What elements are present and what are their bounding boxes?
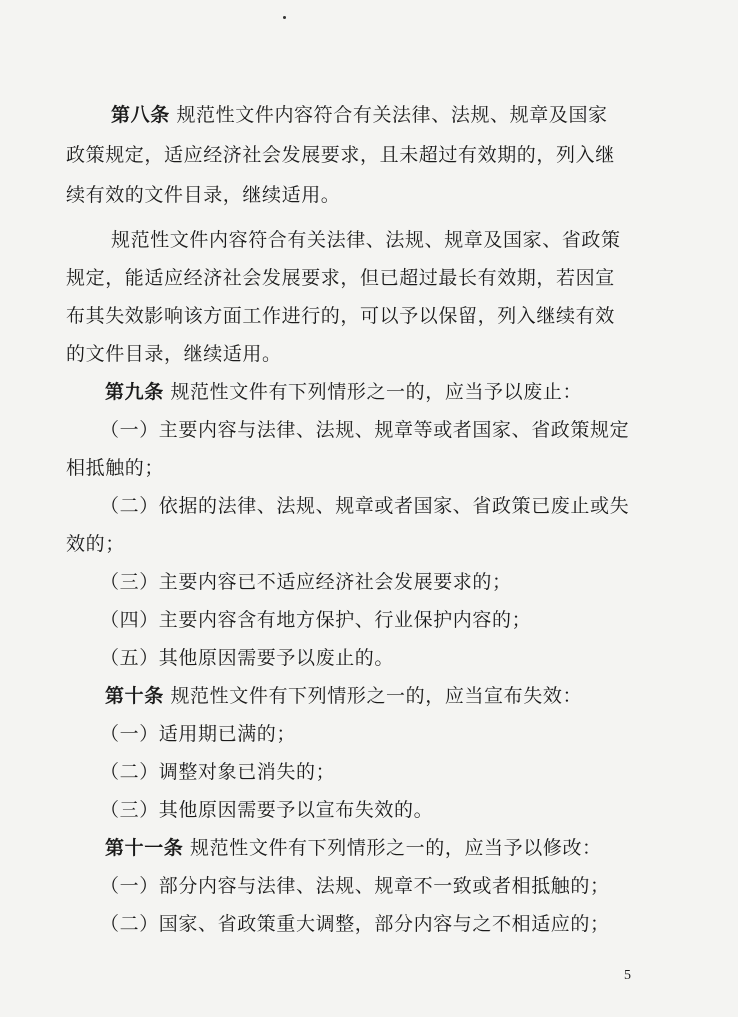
article-10-item-2: （二）调整对象已消失的； <box>100 761 336 783</box>
article-9-line-1 <box>105 380 582 404</box>
scan-speck <box>283 16 286 19</box>
article-10-text-1: 规范性文件有下列情形之一的，应当宣布失效： <box>163 685 583 707</box>
article-9-text-1: 规范性文件有下列情形之一的，应当予以废止： <box>163 381 583 403</box>
retention-line-1: 规范性文件内容符合有关法律、法规、规章及国家、省政策 <box>111 229 621 251</box>
article-9-item-2: （二）依据的法律、法规、规章或者国家、省政策已废止或失 <box>100 495 630 517</box>
article-10-heading: 第十条 <box>105 685 164 707</box>
retention-line-2: 规定，能适应经济社会发展要求，但已超过最长有效期，若因宣 <box>66 267 615 289</box>
article-11-item-1: （一）部分内容与法律、法规、规章不一致或者相抵触的； <box>100 875 610 897</box>
article-8-line-3: 续有效的文件目录，继续适用。 <box>66 184 341 206</box>
article-9-item-2-cont: 效的； <box>66 533 125 555</box>
retention-line-4: 的文件目录，继续适用。 <box>66 343 282 365</box>
article-11-heading: 第十一条 <box>105 837 184 859</box>
article-10-line-1 <box>105 684 582 708</box>
article-10-item-1: （一）适用期已满的； <box>100 723 297 745</box>
article-9-item-3: （三）主要内容已不适应经济社会发展要求的； <box>100 571 512 593</box>
article-11-line-1 <box>105 836 602 860</box>
article-11-text-1: 规范性文件有下列情形之一的，应当予以修改： <box>183 837 602 859</box>
article-8-line-2: 政策规定，适应经济社会发展要求，且未超过有效期的，列入继 <box>66 144 615 166</box>
article-8-text-1: 规范性文件内容符合有关法律、法规、规章及国家 <box>169 104 608 126</box>
article-11-item-2: （二）国家、省政策重大调整，部分内容与之不相适应的； <box>100 913 610 935</box>
article-8-line-1 <box>111 103 608 127</box>
article-9-item-5: （五）其他原因需要予以废止的。 <box>100 647 395 669</box>
article-8-heading: 第八条 <box>111 104 170 126</box>
article-9-item-4: （四）主要内容含有地方保护、行业保护内容的； <box>100 609 532 631</box>
retention-line-3: 布其失效影响该方面工作进行的，可以予以保留，列入继续有效 <box>66 305 615 327</box>
article-9-heading: 第九条 <box>105 381 164 403</box>
article-10-item-3: （三）其他原因需要予以宣布失效的。 <box>100 799 434 821</box>
article-9-item-1: （一）主要内容与法律、法规、规章等或者国家、省政策规定 <box>100 419 630 441</box>
article-9-item-1-cont: 相抵触的； <box>66 457 165 479</box>
page-number: 5 <box>624 968 631 983</box>
